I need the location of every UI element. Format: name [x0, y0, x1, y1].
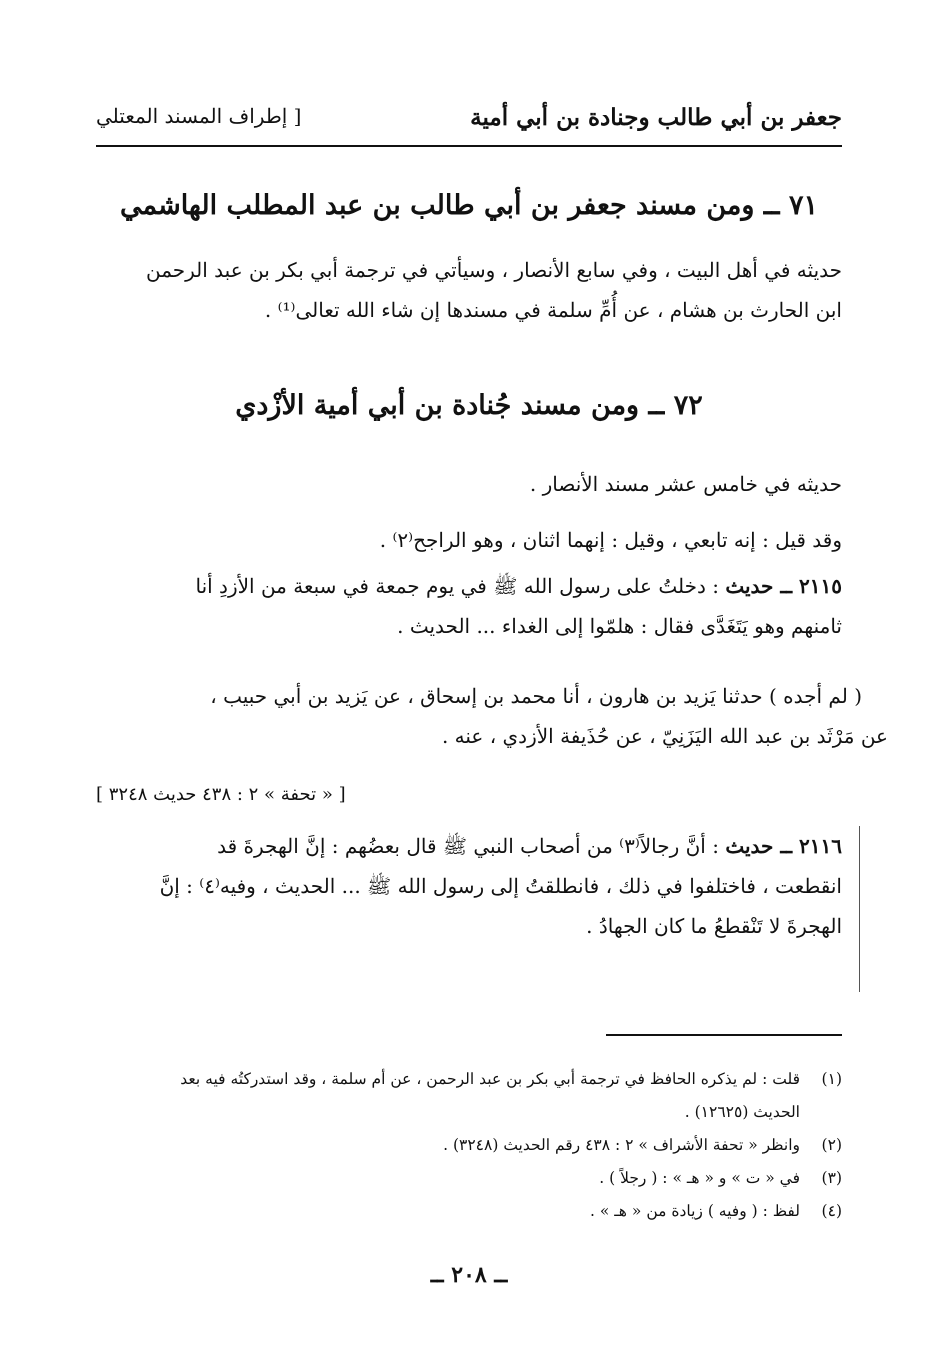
- footnote-1: [96, 1063, 842, 1129]
- hadith-2115-line-2: ثامنهم وهو يَتَغَدَّى فقال : هلمّوا إلى الغداء ... الحديث .: [397, 614, 842, 638]
- footnotes: [96, 1063, 842, 1228]
- margin-bar: [859, 826, 860, 992]
- footnote-4-text: لفظ : ( وفيه ) زيادة من « هـ » .: [590, 1202, 800, 1220]
- running-header-book: [ إطراف المسند المعتلي: [96, 104, 302, 128]
- hadith-2116-number: ٢١١٦ ــ حديث: [725, 834, 842, 858]
- tuhfa-reference: [ « تحفة » ٢ : ٤٣٨ حديث ٣٢٤٨ ]: [96, 784, 346, 805]
- footnote-1-line-2: الحديث (١٢٦٢٥) .: [684, 1103, 800, 1121]
- hadith-2116: [96, 826, 842, 946]
- isnad-line-2: عن مَرْثَد بن عبد الله اليَزَنِيّ ، عن حُذَيفة الأزدي ، عنه .: [441, 724, 888, 748]
- hadith-2116-text-1: : أنَّ رجالاً⁽٣⁾ من أصحاب النبي ﷺ قال بعضُهم : إنَّ الهجرةَ قد: [217, 834, 726, 858]
- hadith-2116-line-2: انقطعت ، فاختلفوا في ذلك ، فانطلقتُ إلى رسول الله ﷺ ... الحديث ، وفيه⁽٤⁾ : إنَّ: [159, 874, 842, 898]
- footnote-4: [96, 1195, 842, 1228]
- footnote-1-line-1: قلت : لم يذكره الحافظ في ترجمة أبي بكر بن عبد الرحمن ، عن أم سلمة ، وقد استدركتُه فيه بعد: [180, 1070, 800, 1088]
- isnad-line-1: ( لم أجده ) حدثنا يَزيد بن هارون ، أنا محمد بن إسحاق ، عن يَزيد بن أبي حبيب ،: [210, 684, 862, 708]
- footnote-4-number: (٤): [821, 1202, 842, 1220]
- hadith-2115-text-1: : دخلتُ على رسول الله ﷺ في يوم جمعة في سبعة من الأزدِ أنا: [195, 574, 726, 598]
- hadith-2116-line-3: الهجرةَ لا تَنْقطعُ ما كان الجهادُ .: [586, 914, 842, 938]
- section-71-line-2: ابن الحارث بن هشام ، عن أُمِّ سلمة في مسندها إن شاء الله تعالى⁽¹⁾ .: [264, 298, 842, 322]
- footnote-2: [96, 1129, 842, 1162]
- footnote-3: [96, 1162, 842, 1195]
- footnote-1-text: [96, 1063, 800, 1129]
- hadith-2115-isnad: [142, 676, 888, 756]
- footnote-3-number: (٣): [821, 1169, 842, 1187]
- footnote-2-number: (٢): [821, 1136, 842, 1154]
- header-rule: [96, 145, 842, 147]
- section-72-title: ٧٢ ــ ومن مسند جُنادة بن أبي أمية الأزْدي: [235, 390, 703, 421]
- page-number: ــ ٢٠٨ ــ: [430, 1262, 508, 1288]
- hadith-2115: [96, 566, 842, 646]
- section-72-line-2: وقد قيل : إنه تابعي ، وقيل : إنهما اثنان ، وهو الراجح⁽٢⁾ .: [379, 528, 842, 552]
- footnote-1-number: (١): [821, 1070, 842, 1088]
- footnote-3-text: في « ت » و « هـ » : ( رجلاً ) .: [599, 1169, 800, 1187]
- hadith-2116-line-1: [96, 826, 842, 866]
- hadith-2115-line-1: [96, 566, 842, 606]
- section-71-line-1: حديثه في أهل البيت ، وفي سابع الأنصار ، وسيأتي في ترجمة أبي بكر بن عبد الرحمن: [145, 258, 842, 282]
- section-71-title: ٧١ ــ ومن مسند جعفر بن أبي طالب بن عبد المطلب الهاشمي: [119, 190, 819, 221]
- section-72-line-1: حديثه في خامس عشر مسند الأنصار .: [529, 472, 842, 496]
- running-header-title: جعفر بن أبي طالب وجنادة بن أبي أمية: [470, 104, 842, 131]
- section-72-body: [142, 456, 842, 568]
- footnote-2-text: وانظر « تحفة الأشراف » ٢ : ٤٣٨ رقم الحديث (٣٢٤٨) .: [443, 1136, 800, 1154]
- footnote-rule: [606, 1034, 842, 1036]
- section-71-body: [96, 250, 842, 330]
- hadith-2115-number: ٢١١٥ ــ حديث: [725, 574, 842, 598]
